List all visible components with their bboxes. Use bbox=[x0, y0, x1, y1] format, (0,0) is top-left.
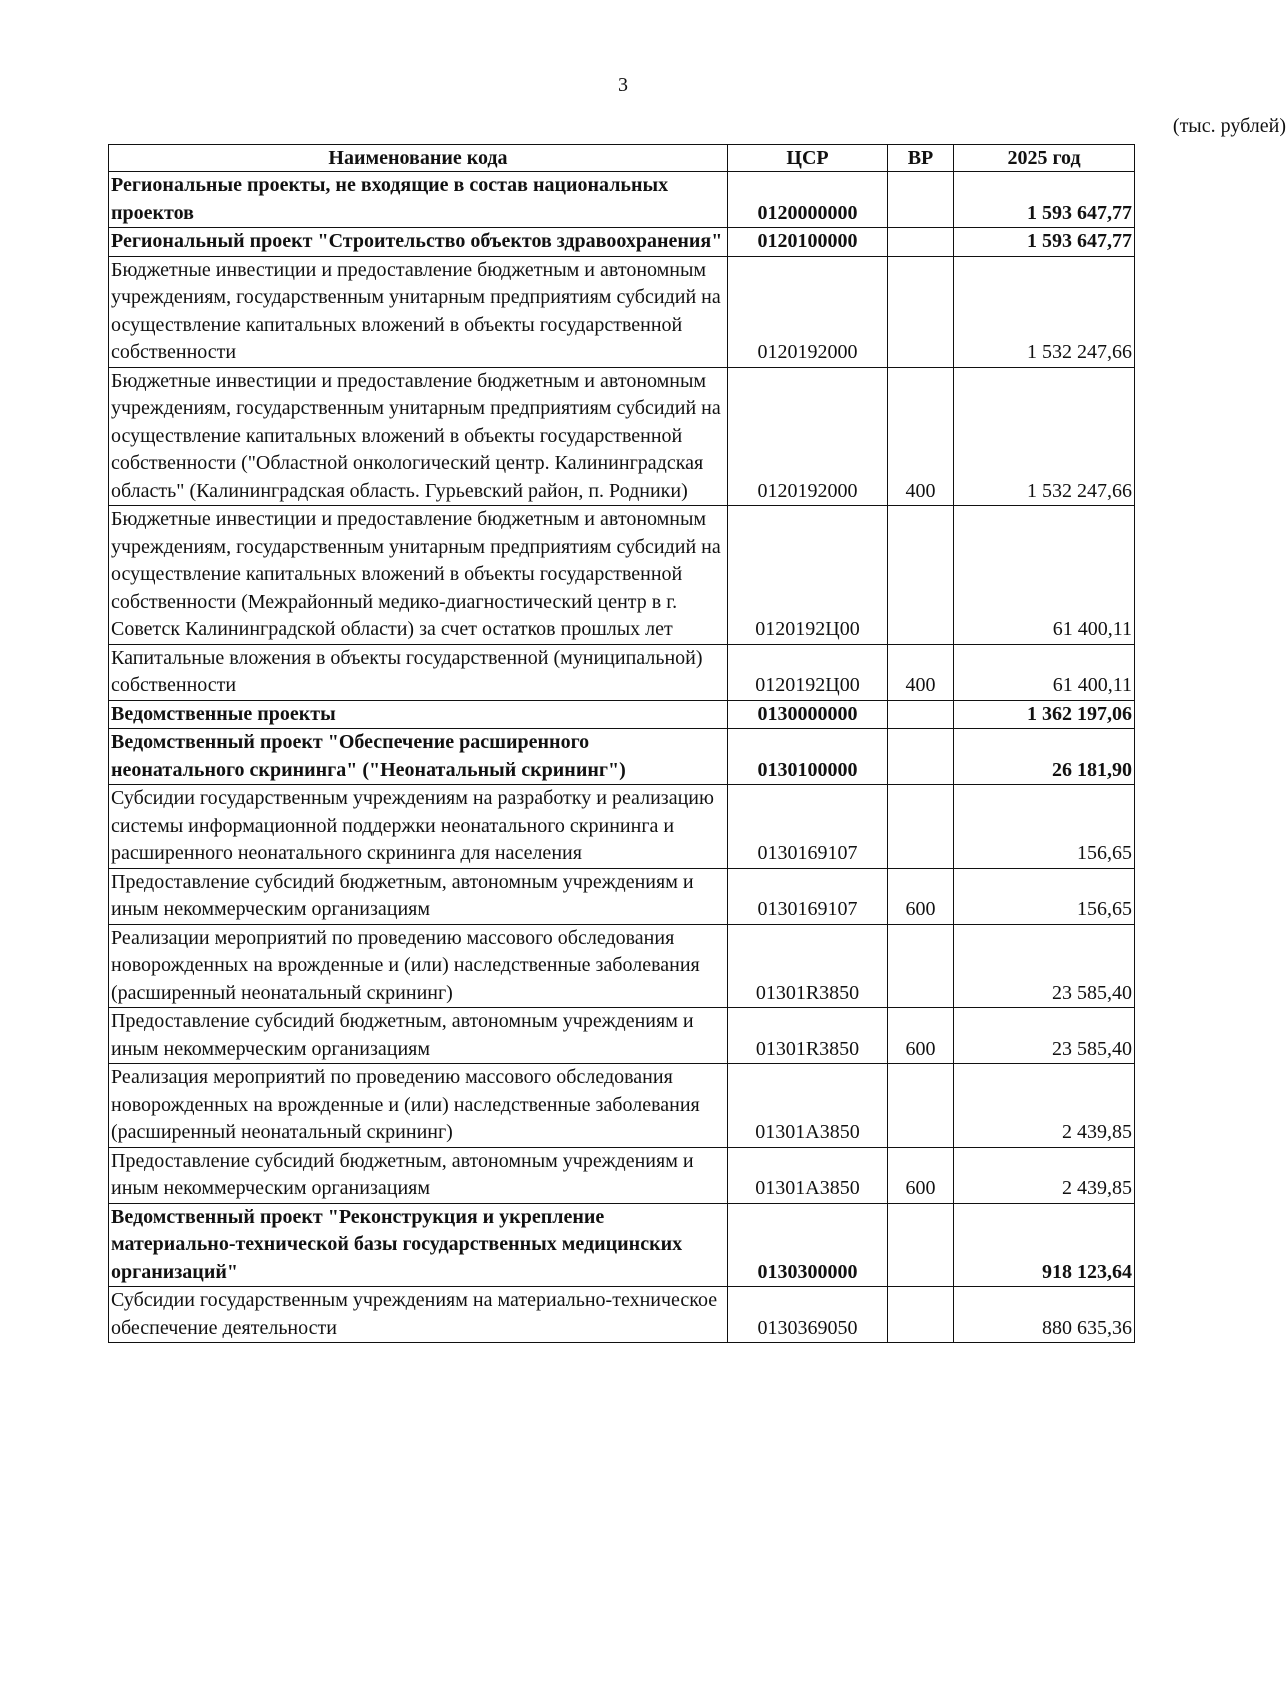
row-name-cell: Ведомственный проект "Реконструкция и укрепление материально-технической базы государственных медицинских организаций" bbox=[109, 1203, 728, 1287]
row-sum-cell: 156,65 bbox=[954, 868, 1135, 924]
row-csr-cell: 01301А3850 bbox=[728, 1064, 888, 1148]
row-csr-cell: 0120100000 bbox=[728, 228, 888, 257]
row-sum-cell: 26 181,90 bbox=[954, 729, 1135, 785]
budget-table bbox=[108, 144, 1135, 1343]
row-vr-cell bbox=[888, 924, 954, 1008]
row-name-cell: Субсидии государственным учреждениям на разработку и реализацию системы информационной поддержки неонатального скрининга и расширенного неонатального скрининга для населения bbox=[109, 785, 728, 869]
table-row bbox=[109, 729, 1135, 785]
row-sum-cell: 2 439,85 bbox=[954, 1147, 1135, 1203]
row-sum-cell: 61 400,11 bbox=[954, 644, 1135, 700]
row-sum-cell: 880 635,36 bbox=[954, 1287, 1135, 1343]
row-name-cell: Региональные проекты, не входящие в состав национальных проектов bbox=[109, 172, 728, 228]
row-name-cell: Бюджетные инвестиции и предоставление бюджетным и автономным учреждениям, государственным унитарным предприятиям субсидий на осуществление капитальных вложений в объекты государственной собственности bbox=[109, 256, 728, 367]
row-csr-cell: 0130169107 bbox=[728, 868, 888, 924]
row-name-cell: Реализация мероприятий по проведению массового обследования новорожденных на врожденные и (или) наследственные заболевания (расширенный неонатальный скрининг) bbox=[109, 1064, 728, 1148]
row-csr-cell: 0130300000 bbox=[728, 1203, 888, 1287]
table-row bbox=[109, 228, 1135, 257]
table-row bbox=[109, 1008, 1135, 1064]
table-row bbox=[109, 868, 1135, 924]
table-row bbox=[109, 1203, 1135, 1287]
row-vr-cell bbox=[888, 228, 954, 257]
row-vr-cell: 400 bbox=[888, 644, 954, 700]
header-name: Наименование кода bbox=[109, 145, 728, 172]
table-row bbox=[109, 1064, 1135, 1148]
row-csr-cell: 0120192Ц00 bbox=[728, 506, 888, 645]
row-sum-cell: 61 400,11 bbox=[954, 506, 1135, 645]
row-vr-cell bbox=[888, 172, 954, 228]
row-sum-cell: 2 439,85 bbox=[954, 1064, 1135, 1148]
table-row bbox=[109, 1287, 1135, 1343]
row-name-cell: Предоставление субсидий бюджетным, автономным учреждениям и иным некоммерческим организациям bbox=[109, 868, 728, 924]
table-row bbox=[109, 644, 1135, 700]
row-vr-cell bbox=[888, 1064, 954, 1148]
row-sum-cell: 156,65 bbox=[954, 785, 1135, 869]
row-name-cell: Региональный проект "Строительство объектов здравоохранения" bbox=[109, 228, 728, 257]
row-vr-cell bbox=[888, 1203, 954, 1287]
units-label: (тыс. рублей) bbox=[1172, 115, 1286, 137]
table-row bbox=[109, 172, 1135, 228]
row-name-cell: Субсидии государственным учреждениям на материально-техническое обеспечение деятельности bbox=[109, 1287, 728, 1343]
row-sum-cell: 918 123,64 bbox=[954, 1203, 1135, 1287]
row-name-cell: Бюджетные инвестиции и предоставление бюджетным и автономным учреждениям, государственным унитарным предприятиям субсидий на осуществление капитальных вложений в объекты государственной собственности (Межрайонный медико-диагностический центр в г. Советск Калининградской области) за счет остатков прошлых лет bbox=[109, 506, 728, 645]
row-csr-cell: 0130100000 bbox=[728, 729, 888, 785]
row-csr-cell: 01301R3850 bbox=[728, 924, 888, 1008]
table-row bbox=[109, 256, 1135, 367]
row-csr-cell: 0130169107 bbox=[728, 785, 888, 869]
row-csr-cell: 0120192000 bbox=[728, 256, 888, 367]
row-sum-cell: 1 532 247,66 bbox=[954, 367, 1135, 506]
row-csr-cell: 0120192000 bbox=[728, 367, 888, 506]
row-csr-cell: 0120000000 bbox=[728, 172, 888, 228]
row-vr-cell bbox=[888, 700, 954, 729]
header-csr: ЦСР bbox=[728, 145, 888, 172]
table-row bbox=[109, 506, 1135, 645]
row-csr-cell: 01301А3850 bbox=[728, 1147, 888, 1203]
row-name-cell: Ведомственный проект "Обеспечение расширенного неонатального скрининга" ("Неонатальный скрининг") bbox=[109, 729, 728, 785]
row-sum-cell: 23 585,40 bbox=[954, 924, 1135, 1008]
row-vr-cell bbox=[888, 256, 954, 367]
row-sum-cell: 1 593 647,77 bbox=[954, 172, 1135, 228]
header-vr: ВР bbox=[888, 145, 954, 172]
table-row bbox=[109, 1147, 1135, 1203]
row-csr-cell: 01301R3850 bbox=[728, 1008, 888, 1064]
row-vr-cell bbox=[888, 506, 954, 645]
row-vr-cell: 600 bbox=[888, 868, 954, 924]
table-row bbox=[109, 924, 1135, 1008]
table-row bbox=[109, 785, 1135, 869]
row-name-cell: Реализации мероприятий по проведению массового обследования новорожденных на врожденные и (или) наследственные заболевания (расширенный неонатальный скрининг) bbox=[109, 924, 728, 1008]
row-vr-cell: 600 bbox=[888, 1147, 954, 1203]
row-sum-cell: 23 585,40 bbox=[954, 1008, 1135, 1064]
table-header-row bbox=[109, 145, 1135, 172]
row-vr-cell bbox=[888, 729, 954, 785]
row-sum-cell: 1 593 647,77 bbox=[954, 228, 1135, 257]
row-name-cell: Капитальные вложения в объекты государственной (муниципальной) собственности bbox=[109, 644, 728, 700]
row-sum-cell: 1 362 197,06 bbox=[954, 700, 1135, 729]
row-name-cell: Предоставление субсидий бюджетным, автономным учреждениям и иным некоммерческим организациям bbox=[109, 1008, 728, 1064]
row-name-cell: Ведомственные проекты bbox=[109, 700, 728, 729]
row-name-cell: Бюджетные инвестиции и предоставление бюджетным и автономным учреждениям, государственным унитарным предприятиям субсидий на осуществление капитальных вложений в объекты государственной собственности ("Областной онкологический центр. Калининградская область" (Калининградская область. Гурьевский район, п. Родники) bbox=[109, 367, 728, 506]
table-row bbox=[109, 700, 1135, 729]
row-csr-cell: 0130000000 bbox=[728, 700, 888, 729]
table-row bbox=[109, 367, 1135, 506]
row-sum-cell: 1 532 247,66 bbox=[954, 256, 1135, 367]
header-year: 2025 год bbox=[954, 145, 1135, 172]
page-number: 3 bbox=[618, 74, 628, 96]
table-body bbox=[109, 172, 1135, 1343]
row-vr-cell bbox=[888, 1287, 954, 1343]
row-csr-cell: 0130369050 bbox=[728, 1287, 888, 1343]
row-vr-cell: 600 bbox=[888, 1008, 954, 1064]
row-vr-cell bbox=[888, 785, 954, 869]
row-name-cell: Предоставление субсидий бюджетным, автономным учреждениям и иным некоммерческим организациям bbox=[109, 1147, 728, 1203]
row-vr-cell: 400 bbox=[888, 367, 954, 506]
row-csr-cell: 0120192Ц00 bbox=[728, 644, 888, 700]
